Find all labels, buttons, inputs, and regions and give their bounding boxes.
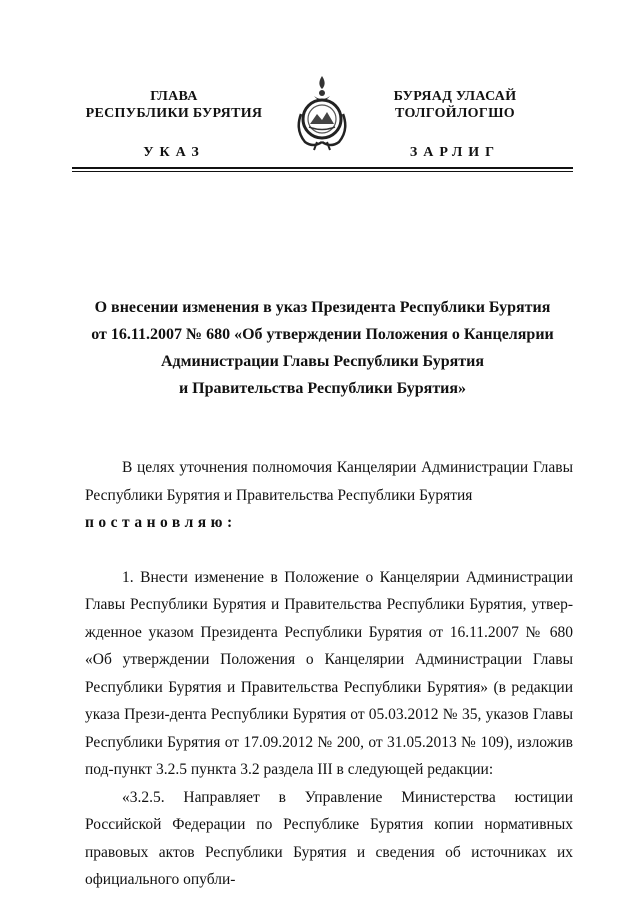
title-line4: и Правительства Республики Бурятия» [178, 380, 467, 397]
header-left [64, 88, 284, 161]
header-left-line2: РЕСПУБЛИКИ БУРЯТИЯ [85, 106, 263, 121]
header-rule-thin [72, 171, 573, 172]
header-right-kind: ЗАРЛИГ [409, 145, 501, 160]
decree-title [72, 294, 573, 402]
preamble-paragraph: В целях уточнения полномочия Канцелярии Администрации Главы Республики Бурятия и Правительства Республики Бурятия [85, 459, 573, 504]
title-line1: О внесении изменения в указ Президента Республики Бурятия [94, 299, 551, 316]
title-line2: от 16.11.2007 № 680 «Об утверждении Положения о Канцелярии [91, 326, 554, 343]
header-right [345, 88, 565, 161]
header-left-kind: УКАЗ [143, 145, 205, 160]
resolve-word: постановляю: [85, 514, 237, 531]
header-right-line1: БУРЯАД УЛАСАЙ [393, 89, 517, 104]
header-left-line1: ГЛАВА [150, 89, 198, 104]
header-right-line2: ТОЛГОЙЛОГШО [395, 106, 515, 121]
header-rule-thick [72, 167, 573, 169]
decree-body [85, 454, 573, 894]
item-1-paragraph: 1. Внести изменение в Положение о Канцелярии Администрации Главы Республики Бурятия и Правительства Республики Бурятия, утвер-жденное указом Президента Республики Бурятия от 16.11.2007 № 680 «Об утверждении Положения о Канцелярии Администрации Главы Республики Бурятия и Правительства Республики Бурятия» (в редакции указа Прези-дента Республики Бурятия от 05.03.2012 № 35, указов Главы Республики Бурятия от 17.09.2012 № 200, от 31.05.2013 № 109), изложив под-пункт 3.2.5 пункта 3.2 раздела III в следующей редакции: [85, 568, 573, 778]
paragraph-gap [85, 537, 573, 564]
title-line3: Администрации Главы Республики Бурятия [160, 353, 485, 370]
quoted-subclause-paragraph: «3.2.5. Направляет в Управление Министерства юстиции Российской Федерации по Республике Бурятия копии нормативных правовых актов Республики Бурятия и сведения об источниках их официального опубли- [85, 788, 573, 888]
